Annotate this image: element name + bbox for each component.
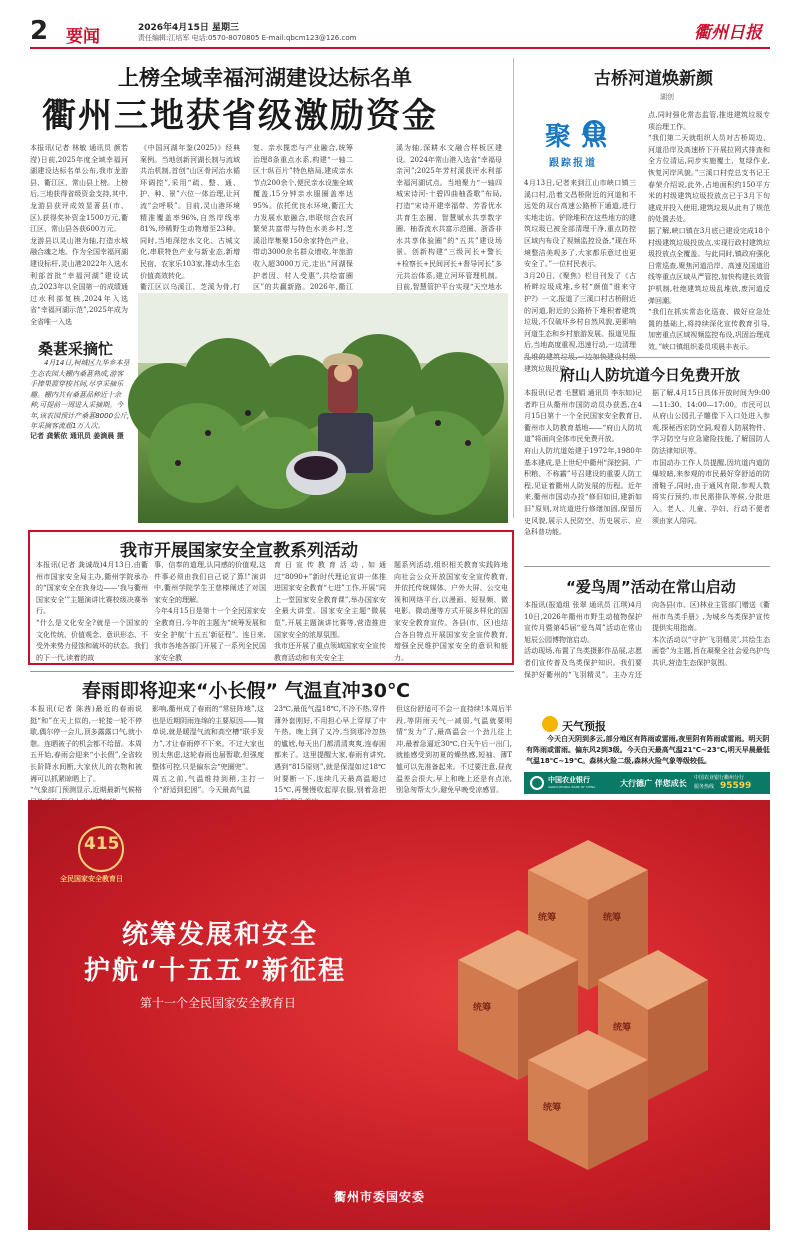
fangkong-headline: 府山人防坑道今日免费开放	[560, 366, 741, 384]
anquan-column-4: 题系列活动,组织相关教育实践阵地向社会公众开放国家安全宣传教育,并依托传统媒体、户外大屏、公交电视和网络平台,以漫画、短视频、微电影、微动漫等方式开展多样化的国家安全教育宣传。各县(市、区)也结合各自特点开展国家安全宣传教育,增强全民维护国家安全的意识和能力。	[394, 561, 508, 662]
poster-badge	[58, 826, 148, 886]
weather-title: 天气预报	[562, 720, 606, 733]
section-label: 要闻	[66, 27, 100, 47]
chunyu-column-3: 23℃,最低气温18℃,不冷不热,穿件薄外套刚好,不用担心早上穿厚了中午热。晚上到了又冷,当到那冷忽热的尴尬,每天出门都清清爽爽,连春困都来了。这里提醒大家,春雨有讲究,遇到“815原则”,就是保湿如过18℃时要断一下,连续几天最高温超过15℃,再慢慢收起厚衣服,别着急把	[274, 705, 386, 795]
chunyu-headline: 春雨即将迎来“小长假” 气温直冲30℃	[82, 680, 411, 702]
anquan-column-3: 育日宣传教育活动,如通过“8090+”新时代理论宣讲一体推进国家安全教育“七进”工作,开展“同上一堂国家安全教育课”,举办国家安全最大讲堂、国家安全主题“微展览”,开展主题演讲比赛等,营造推进国家安全的浓厚氛围。 我市还开展了重点领域国家安全宣传教育活动和有关安全主	[274, 561, 386, 662]
guqiao-column-1: 4月13日,记者来到江山市峡口镇三溪口村,沿着文昌桥附近的河道和不远处的双台高速公路桥下通道,进行实地走访。铲除堆积在这些地方的建筑垃圾已被全部清理干净,重点防控区域内布设了视频监控设备,“现在环境整洁美观多了,大家都乐意过也更安全了。”一位村民表示。 3月20日,《聚焦》栏目刊发了《古桥畔垃圾成堆,乡村“颜值”谁来守护?》一文,报道了三溪口村古桥附近的河道,附近的公路桥下堆积着建筑垃圾,不仅破坏乡村自然风貌,更影响河道生态和乡村旅游发展。报道见报后,当地高度重视,迅速行动,一边清理 建筑垃圾投放	[524, 179, 636, 373]
column-divider	[513, 58, 514, 518]
chunyu-column-4: 但这份舒适可不会一直持续!本周后半段,等阴雨天气一减弱,气温就要明情“发力”了,最高温会一个劲儿往上冲,最着急逼近30℃,白天午后一出门,就能感受到初夏的燥热感,短袖、薄T恤可以先准备起来。不过要注意,昼夜温差会很大,早上和晚上还是有点凉,别急匆帮太少,避免早晚受凉感冒。	[396, 705, 512, 795]
chunyu-column-1: 本报讯(记者 陈茜)最近的春雨说挺“和”在天上似的,一轮接一轮不停歇,偶尔停一会儿,顶多露露口气,就小憩。连晒被子的机会都不给留。本周五开始,春雨会迎来“小长假”,全省较长阶降水间断,大家伙儿的衣物和被褥可以抓紧晾晒上了。 “气象部门预测显示,近期最新气候格	[30, 705, 142, 795]
bank-name: 中国农业银行	[548, 776, 590, 784]
chunyu-rule	[30, 671, 514, 672]
guqiao-byline: 湖创	[660, 93, 674, 101]
newspaper-logo: 衢州日报	[694, 23, 762, 43]
bank-ad	[524, 772, 770, 794]
mulberry-photo	[138, 293, 508, 523]
photo-illustration	[138, 293, 508, 523]
focus-badge-title: 聚焦	[545, 122, 618, 152]
page-number: 2	[30, 16, 49, 46]
anquan-column-1: 本报讯(记者 龚诚哉)4月13日,由衢州市国家安全局主办,衢州学院承办的“国家安全在我身边——‘我与衢州国家安全’”主题演讲比赛校级决赛举行。 “什么是文化安全?就是一个国家的文化传统、价值观念、意识形态、不受外来势力侵蚀和破坏的状态。我们的下一代,读着的故	[36, 561, 148, 662]
lead-kicker: 上榜全域幸福河湖建设达标名单	[118, 66, 412, 90]
cube-text-2: 统筹	[603, 913, 622, 923]
anquan-column-2: 事、信奉的道理,认同感的价值观,这件事必须由我们自己说了算!”演讲中,衢州学院学生王慈榛阐述了对国家安全的理解。 今年4月15日是第十一个全民国家安全教育日,今年的主题为“统筹发展和安全 护航‘十五五’新征程”。连日来,我市各地各部门开展了一系列全民国家安全教	[154, 561, 266, 662]
bank-hotline-label: 服务热线	[694, 784, 715, 790]
photo-caption-title: 桑葚采摘忙	[38, 340, 114, 358]
ainiao-headline: “爱鸟周”活动在常山启动	[566, 578, 736, 596]
photo-caption-text: 4月14日,柯城区九华乡本垦生态农园大棚内桑葚熟成,游客手捧果篮穿梭其间,尽享采摘乐趣。棚内共有桑葚品种近十余种,可提前一周进入采摘期。今年,该农园预计产桑葚8000公斤,年采摘客流超1万人次。	[30, 359, 130, 430]
lead-column-2: 《中国河湖年鉴(2025)》经典案例。当地创新河湖长制与流域共治机制,首创“山区骨河治水循环调控”,采用“疏、整、通、护、种、景”六位一体治理,让河流“会呼吸”。目前,灵山港环境精准覆盖率96%,自然岸线率81%,珍稀野生动物增至23种。同时,当地深挖水文化、古城文化,串联特色产业与新业态,新增民宿、农家乐103家,推动水生态价值高效转化。 衢江区以乌溪江、芝溪为骨,打	[140, 144, 240, 292]
poster-slogan-1: 统筹发展和安全	[122, 920, 319, 950]
cube-text-1: 统筹	[538, 913, 557, 923]
guqiao-headline: 古桥河道焕新颜	[594, 69, 713, 89]
header-rule	[30, 47, 770, 49]
photo-credit: 记者 龚紫依 通讯员 姜滴晨 摄	[30, 432, 124, 440]
editor-line: 责任编辑:江培军 电话:0570-8070805 E-mail:qbcm123@126.com	[138, 34, 357, 42]
anquan-box	[28, 530, 514, 665]
poster-sponsor: 衢州市委国安委	[334, 1190, 426, 1204]
lead-column-4: 溪为轴,深耕水文融合样板区建设。2024年常山港入选省“幸福母亲河”;2025年芳村溪获评水利部幸福河湖试点。当地聚力“一轴四城宋诗河-十碧四曲柚香歌”布局,打造“宋诗开建幸福带、芳香优水共育生态圈、智慧赋水共享数字圈、柚香流水共富示范圈、浙香非水共享体验圈”的“五共”建设场景。创新构建“三级河长+警长+检察长+民间河长+督导河长”多元共治体系,建立河环管理机制。目前,智慧管护平台实现“天空地水	[396, 144, 502, 292]
bank-name-en: AGRICULTURAL BANK OF CHINA	[548, 785, 596, 789]
weather-text: 今天白天阴到多云,部分地区有阵雨或雷雨,夜里阴有阵雨或雷雨。明天阴有阵雨或雷雨。偏东风2到3级。今天白天最高气温21℃~23℃,明天早晨最低气温18℃~19℃。森林火险二级,森林火险气象等级较低。	[526, 735, 770, 765]
bank-branch: 中国农业银行衢州分行	[694, 775, 745, 781]
focus-eye-icon	[583, 120, 605, 142]
anquan-headline: 我市开展国家安全宣教系列活动	[120, 541, 358, 561]
fangkong-rule	[524, 357, 770, 358]
issue-date: 2026年4月15日 星期三	[138, 23, 239, 33]
focus-badge-sub: 跟踪报道	[549, 158, 597, 169]
cube-text-4: 统筹	[613, 1023, 632, 1033]
bank-logo-icon	[530, 776, 544, 790]
cube-blocks	[458, 840, 708, 1170]
chunyu-column-2: 影响,衢州成了春雨的“常驻阵地”,这也是近期阴雨连绵的主要原因——简单说,就是暖湿气流和高空槽“联手发力”,才让春雨停不下来。不过大家也别太焦虑,这轮春雨也届暂歇,但强度整体可控,只是偏东会“兜圈兜”。 周五之前,气温维持到稍,主打一个“舒适到犯困”。今天最高气温	[152, 705, 264, 795]
cube-text-5: 统筹	[543, 1103, 562, 1113]
fangkong-text: 本报讯(记者 毛慧娟 通讯员 李东如)记者昨日从衢州市国防动员办获悉,在4月15日第十一个全民国家安全教育日,衢州市人防教育基地——“府山人防坑道”将面向全体市民免费开放。 府山人防坑道始建于1972年,1980年基本建成,是上世纪中衢州“深挖洞、广积粮、不称霸”号召建设的重要人防工程,见证着衢州人防发展的历程。近年来,衢州市国动办投“修旧如旧,建新如旧”原则,对坑道进行修缮加固,保留历史风貌,展示人民防空、历史展示、应急科普功能。 据了解,4月15日具体开放时间为9:00—11:30、14:00—17:00。市民可以从府山公园孔子雕像下入口处进入参观,探秘西宏防空洞,观看人防展物件、学习防空与应急避险技能,了解国防人防法律知识等。 市国动办工作人员提醒,因坑道内道防爆较暗,来参观的市民最好穿舒适的防滑鞋子,同时,由于通风有限,参观人数将实行预约,市民需排队等候,分批进入。老人、儿童、孕妇、行动不便者须由家人陪同。	[524, 389, 770, 537]
poster-badge-text: 全民国家安全教育日	[60, 875, 123, 883]
bank-slogan: 大行德广 伴您成长	[620, 779, 687, 788]
guqiao-column-2: 点,同时强化常态监管,推进建筑垃圾专项治理工作。 “我们第二天就组织人员对古桥周边、河道沿岸及高速桥下开展拉网式排查和全方位清运,同步实施覆土、复绿作业,恢复河岸风貌。”三溪口村党总支书记王春荣介绍说,此外,占地面积约150平方米的村级建筑垃圾投放点已于3月下旬建成并投入使用,建筑垃圾从此有了规范的处置去处。 据了解,峡口镇在3月底已建设完成18个村级建筑垃圾投放点,实现行政村建筑垃圾投放点全覆盖。与此同时,镇政府强化日常巡查,聚焦河道沿岸、高速及国道沿线等重点区域从严管控,加快构建长效管护机制,杜绝建筑垃圾乱堆放,废河道反弹回潮。 “我们在抓实常态化巡查、做好应急处置的基础上,将持续深化宣传教育引导,加密重点区域视频监控布设,巩固治理成效。”峡口镇组织委员项晨丰表示。	[648, 111, 770, 351]
poster-subtitle: 第十一个全民国家安全教育日	[140, 996, 297, 1010]
weather-box	[524, 716, 770, 770]
bank-hotline: 95599	[720, 781, 752, 791]
lead-headline: 衢州三地获省级激励资金	[42, 96, 438, 136]
lead-column-1: 本报讯(记者 林敏 通讯员 颜若滢)日前,2025年度全域幸福河湖建设达标名单公布,我市龙游县、衢江区、常山县上榜。上榜后,三地获得省级资金支持,其中,龙游县获评成效显著县(市、区),获得奖补资金1500万元,衢江区、常山县各获600万元。 龙游县以灵山港为轴,打造水城融合魂之地。作为全国幸福河湖建设标杆,灵山港2022年入选水利部首批“幸福河湖”建设试点,2023年以全国第一的成绩通过水利部复核,2024年入选省“幸福河湖示范”,2025年成为全省唯一入选	[30, 144, 128, 326]
lead-column-3: 复、亲水揽恋与产业融合,统筹治理8条重点水系,构建“一轴二区十纵百片”特色格局,建成亲水节点200余个,便民亲水设施全域覆盖,15分钟亲水服圈盖率达95%。依托优良水环境,衢江大力发展水旅融合,串联综合农河繁荣共富带与特色水美乡村,芝溪沿岸集聚150余家特色产业、带动3000余名群众增收,年旅游收入超3000万元,走出“河湖保护者因、村人受惠”,共绘富圈区”的共赢新路。2026年,衢江	[253, 144, 353, 292]
cube-text-3: 统筹	[473, 1003, 492, 1013]
poster-slogan-2: 护航“十五五”新征程	[84, 956, 347, 986]
ainiao-text: 本报讯(报道组 张翠 通讯员 江琪)4月10日,2026年衢州市野生动植物保护宣传月暨第45届“爱鸟周”活动在常山旭辰公园博物馆启动。 活动现场,布置了鸟类摄影作品展,志愿者们宣传普及鸟类保护知识。我们要保护好衢州的“飞羽精灵”。主办方还向各县(市、区)林业主管部门赠送《衢州市鸟类手册》,为城乡鸟类保护宣传提供实用指南。 本次活动以“守护‘飞羽精灵’,共绘生态画卷”为主题,旨在凝聚全社会爱鸟护鸟共识,营造生态保护氛围。	[524, 601, 770, 679]
poster-badge-number: 415	[84, 834, 120, 854]
sun-cloud-icon	[542, 716, 558, 732]
security-poster	[28, 800, 770, 1230]
ainiao-rule	[524, 566, 770, 567]
focus-badge	[535, 116, 645, 170]
poster-cube-sculpture	[418, 830, 718, 1190]
